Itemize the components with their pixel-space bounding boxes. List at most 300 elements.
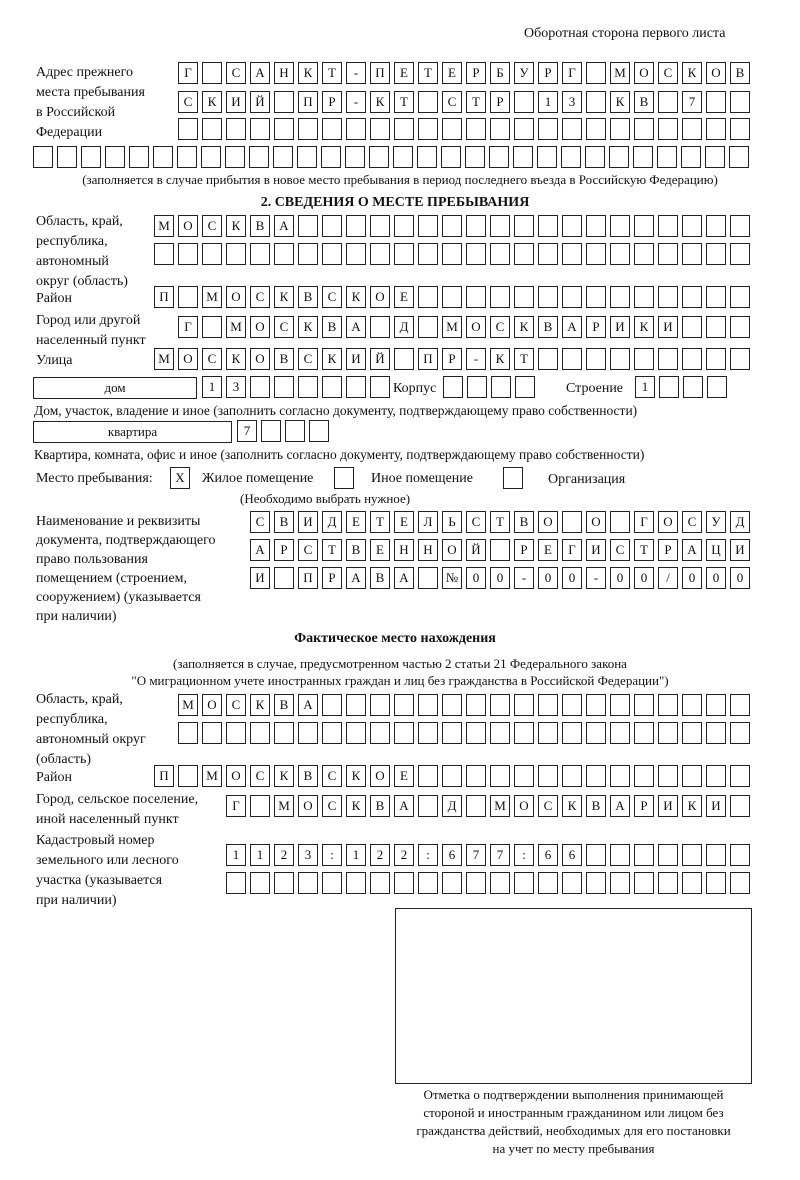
actual-region-row-2[interactable] bbox=[178, 722, 750, 744]
char-cell[interactable] bbox=[562, 215, 582, 237]
char-cell[interactable] bbox=[562, 348, 582, 370]
char-cell[interactable] bbox=[490, 872, 510, 894]
char-cell[interactable]: С bbox=[610, 539, 630, 561]
char-cell[interactable] bbox=[634, 286, 654, 308]
char-cell[interactable]: О bbox=[706, 62, 726, 84]
char-cell[interactable] bbox=[585, 146, 605, 168]
char-cell[interactable]: И bbox=[298, 511, 318, 533]
char-cell[interactable] bbox=[682, 243, 702, 265]
char-cell[interactable] bbox=[586, 91, 606, 113]
char-cell[interactable]: С bbox=[250, 511, 270, 533]
char-cell[interactable]: И bbox=[250, 567, 270, 589]
char-cell[interactable]: 1 bbox=[538, 91, 558, 113]
char-cell[interactable] bbox=[538, 215, 558, 237]
char-cell[interactable] bbox=[250, 118, 270, 140]
char-cell[interactable] bbox=[633, 146, 653, 168]
char-cell[interactable]: Г bbox=[178, 316, 198, 338]
char-cell[interactable] bbox=[658, 872, 678, 894]
char-cell[interactable] bbox=[683, 376, 703, 398]
char-cell[interactable]: А bbox=[250, 539, 270, 561]
char-cell[interactable]: Г bbox=[634, 511, 654, 533]
char-cell[interactable]: Т bbox=[466, 91, 486, 113]
char-cell[interactable] bbox=[634, 118, 654, 140]
char-cell[interactable] bbox=[442, 286, 462, 308]
char-cell[interactable] bbox=[514, 91, 534, 113]
char-cell[interactable]: С bbox=[538, 795, 558, 817]
char-cell[interactable]: М bbox=[610, 62, 630, 84]
char-cell[interactable] bbox=[658, 118, 678, 140]
char-cell[interactable] bbox=[370, 376, 390, 398]
char-cell[interactable]: О bbox=[250, 316, 270, 338]
char-cell[interactable] bbox=[154, 243, 174, 265]
char-cell[interactable]: Д bbox=[442, 795, 462, 817]
char-cell[interactable] bbox=[442, 215, 462, 237]
char-cell[interactable]: М bbox=[154, 348, 174, 370]
char-cell[interactable] bbox=[346, 243, 366, 265]
char-cell[interactable] bbox=[370, 316, 390, 338]
char-cell[interactable]: А bbox=[346, 567, 366, 589]
char-cell[interactable] bbox=[394, 348, 414, 370]
char-cell[interactable] bbox=[490, 694, 510, 716]
apartment-number-row[interactable] bbox=[237, 420, 329, 442]
char-cell[interactable]: С bbox=[298, 539, 318, 561]
char-cell[interactable]: Р bbox=[442, 348, 462, 370]
char-cell[interactable]: : bbox=[418, 844, 438, 866]
corpus-row[interactable] bbox=[443, 376, 535, 398]
char-cell[interactable]: Е bbox=[346, 511, 366, 533]
char-cell[interactable]: Ь bbox=[442, 511, 462, 533]
char-cell[interactable]: Г bbox=[178, 62, 198, 84]
char-cell[interactable] bbox=[634, 243, 654, 265]
char-cell[interactable]: Е bbox=[394, 511, 414, 533]
char-cell[interactable]: С bbox=[658, 62, 678, 84]
char-cell[interactable] bbox=[610, 872, 630, 894]
char-cell[interactable] bbox=[466, 118, 486, 140]
char-cell[interactable] bbox=[466, 722, 486, 744]
char-cell[interactable] bbox=[418, 795, 438, 817]
char-cell[interactable]: Г bbox=[562, 62, 582, 84]
actual-city-row[interactable] bbox=[226, 795, 750, 817]
char-cell[interactable] bbox=[706, 118, 726, 140]
char-cell[interactable]: О bbox=[634, 62, 654, 84]
char-cell[interactable] bbox=[705, 146, 725, 168]
stay-organization-checkbox[interactable] bbox=[503, 467, 523, 489]
char-cell[interactable] bbox=[658, 243, 678, 265]
char-cell[interactable]: Р bbox=[322, 567, 342, 589]
char-cell[interactable]: О bbox=[178, 348, 198, 370]
prev-address-row-1[interactable] bbox=[178, 62, 750, 84]
char-cell[interactable]: О bbox=[226, 286, 246, 308]
char-cell[interactable]: С bbox=[466, 511, 486, 533]
char-cell[interactable] bbox=[610, 765, 630, 787]
char-cell[interactable] bbox=[538, 118, 558, 140]
char-cell[interactable] bbox=[706, 316, 726, 338]
char-cell[interactable]: Е bbox=[394, 62, 414, 84]
char-cell[interactable]: С bbox=[202, 215, 222, 237]
char-cell[interactable] bbox=[250, 376, 270, 398]
char-cell[interactable] bbox=[441, 146, 461, 168]
char-cell[interactable]: - bbox=[346, 91, 366, 113]
char-cell[interactable]: И bbox=[346, 348, 366, 370]
char-cell[interactable] bbox=[467, 376, 487, 398]
doc-row-1[interactable] bbox=[250, 511, 750, 533]
char-cell[interactable] bbox=[346, 872, 366, 894]
char-cell[interactable]: Т bbox=[394, 91, 414, 113]
char-cell[interactable] bbox=[514, 286, 534, 308]
char-cell[interactable]: А bbox=[274, 215, 294, 237]
char-cell[interactable] bbox=[202, 243, 222, 265]
char-cell[interactable]: В bbox=[274, 694, 294, 716]
char-cell[interactable] bbox=[682, 694, 702, 716]
char-cell[interactable] bbox=[57, 146, 77, 168]
char-cell[interactable] bbox=[346, 694, 366, 716]
char-cell[interactable] bbox=[706, 722, 726, 744]
char-cell[interactable]: М bbox=[490, 795, 510, 817]
char-cell[interactable] bbox=[658, 286, 678, 308]
char-cell[interactable] bbox=[466, 286, 486, 308]
char-cell[interactable] bbox=[706, 694, 726, 716]
char-cell[interactable]: 2 bbox=[274, 844, 294, 866]
char-cell[interactable]: : bbox=[322, 844, 342, 866]
char-cell[interactable] bbox=[610, 694, 630, 716]
char-cell[interactable]: П bbox=[370, 62, 390, 84]
char-cell[interactable]: П bbox=[154, 765, 174, 787]
char-cell[interactable]: О bbox=[250, 348, 270, 370]
char-cell[interactable] bbox=[249, 146, 269, 168]
char-cell[interactable] bbox=[226, 243, 246, 265]
char-cell[interactable] bbox=[466, 243, 486, 265]
char-cell[interactable] bbox=[514, 215, 534, 237]
char-cell[interactable] bbox=[466, 694, 486, 716]
char-cell[interactable] bbox=[586, 765, 606, 787]
char-cell[interactable] bbox=[682, 316, 702, 338]
char-cell[interactable]: 3 bbox=[226, 376, 246, 398]
char-cell[interactable]: С bbox=[226, 694, 246, 716]
char-cell[interactable] bbox=[682, 844, 702, 866]
char-cell[interactable]: К bbox=[370, 91, 390, 113]
char-cell[interactable] bbox=[250, 872, 270, 894]
char-cell[interactable] bbox=[657, 146, 677, 168]
char-cell[interactable]: Д bbox=[322, 511, 342, 533]
stay-residential-checkbox[interactable]: X bbox=[170, 467, 190, 489]
char-cell[interactable] bbox=[370, 243, 390, 265]
char-cell[interactable] bbox=[634, 765, 654, 787]
char-cell[interactable]: С bbox=[250, 765, 270, 787]
char-cell[interactable]: 0 bbox=[730, 567, 750, 589]
char-cell[interactable]: В bbox=[730, 62, 750, 84]
char-cell[interactable]: К bbox=[226, 215, 246, 237]
char-cell[interactable] bbox=[491, 376, 511, 398]
char-cell[interactable] bbox=[609, 146, 629, 168]
actual-district-row[interactable] bbox=[154, 765, 750, 787]
char-cell[interactable] bbox=[730, 243, 750, 265]
char-cell[interactable] bbox=[202, 316, 222, 338]
stay-other-checkbox[interactable] bbox=[334, 467, 354, 489]
char-cell[interactable] bbox=[490, 118, 510, 140]
char-cell[interactable]: С bbox=[322, 795, 342, 817]
char-cell[interactable]: Р bbox=[274, 539, 294, 561]
char-cell[interactable] bbox=[393, 146, 413, 168]
char-cell[interactable] bbox=[370, 872, 390, 894]
char-cell[interactable] bbox=[610, 348, 630, 370]
char-cell[interactable] bbox=[394, 118, 414, 140]
char-cell[interactable]: С bbox=[202, 348, 222, 370]
char-cell[interactable] bbox=[298, 722, 318, 744]
char-cell[interactable] bbox=[706, 348, 726, 370]
char-cell[interactable]: В bbox=[250, 215, 270, 237]
char-cell[interactable]: - bbox=[466, 348, 486, 370]
char-cell[interactable] bbox=[513, 146, 533, 168]
char-cell[interactable]: 2 bbox=[394, 844, 414, 866]
char-cell[interactable]: Д bbox=[394, 316, 414, 338]
char-cell[interactable] bbox=[514, 118, 534, 140]
char-cell[interactable] bbox=[442, 694, 462, 716]
char-cell[interactable] bbox=[586, 243, 606, 265]
char-cell[interactable]: 0 bbox=[490, 567, 510, 589]
char-cell[interactable] bbox=[466, 872, 486, 894]
char-cell[interactable] bbox=[586, 118, 606, 140]
char-cell[interactable] bbox=[322, 694, 342, 716]
char-cell[interactable] bbox=[682, 722, 702, 744]
char-cell[interactable] bbox=[129, 146, 149, 168]
actual-region-row-1[interactable] bbox=[178, 694, 750, 716]
char-cell[interactable] bbox=[178, 722, 198, 744]
char-cell[interactable]: 7 bbox=[237, 420, 257, 442]
char-cell[interactable] bbox=[274, 567, 294, 589]
char-cell[interactable] bbox=[178, 118, 198, 140]
char-cell[interactable]: Й bbox=[370, 348, 390, 370]
char-cell[interactable]: П bbox=[154, 286, 174, 308]
char-cell[interactable] bbox=[730, 118, 750, 140]
prev-address-row-2[interactable] bbox=[178, 91, 750, 113]
char-cell[interactable] bbox=[417, 146, 437, 168]
char-cell[interactable]: М bbox=[154, 215, 174, 237]
char-cell[interactable] bbox=[442, 765, 462, 787]
char-cell[interactable] bbox=[730, 844, 750, 866]
char-cell[interactable]: И bbox=[658, 316, 678, 338]
char-cell[interactable]: В bbox=[370, 795, 390, 817]
char-cell[interactable]: К bbox=[682, 795, 702, 817]
char-cell[interactable] bbox=[562, 765, 582, 787]
char-cell[interactable] bbox=[562, 872, 582, 894]
char-cell[interactable]: 0 bbox=[466, 567, 486, 589]
char-cell[interactable] bbox=[490, 243, 510, 265]
char-cell[interactable] bbox=[394, 215, 414, 237]
char-cell[interactable] bbox=[586, 722, 606, 744]
char-cell[interactable] bbox=[706, 91, 726, 113]
char-cell[interactable] bbox=[658, 348, 678, 370]
char-cell[interactable]: К bbox=[322, 348, 342, 370]
char-cell[interactable] bbox=[418, 316, 438, 338]
char-cell[interactable] bbox=[442, 722, 462, 744]
char-cell[interactable] bbox=[707, 376, 727, 398]
char-cell[interactable] bbox=[370, 215, 390, 237]
char-cell[interactable] bbox=[202, 118, 222, 140]
char-cell[interactable] bbox=[682, 286, 702, 308]
char-cell[interactable] bbox=[610, 844, 630, 866]
prev-address-row-3[interactable] bbox=[178, 118, 750, 140]
char-cell[interactable] bbox=[537, 146, 557, 168]
char-cell[interactable]: М bbox=[442, 316, 462, 338]
city-row[interactable] bbox=[178, 316, 750, 338]
char-cell[interactable] bbox=[610, 511, 630, 533]
char-cell[interactable] bbox=[322, 215, 342, 237]
char-cell[interactable]: П bbox=[418, 348, 438, 370]
char-cell[interactable] bbox=[418, 722, 438, 744]
char-cell[interactable] bbox=[706, 765, 726, 787]
char-cell[interactable] bbox=[370, 118, 390, 140]
char-cell[interactable]: Р bbox=[322, 91, 342, 113]
char-cell[interactable]: У bbox=[706, 511, 726, 533]
char-cell[interactable] bbox=[706, 872, 726, 894]
char-cell[interactable]: - bbox=[586, 567, 606, 589]
char-cell[interactable] bbox=[538, 722, 558, 744]
char-cell[interactable] bbox=[274, 376, 294, 398]
char-cell[interactable] bbox=[586, 286, 606, 308]
char-cell[interactable] bbox=[418, 118, 438, 140]
char-cell[interactable]: К bbox=[250, 694, 270, 716]
char-cell[interactable] bbox=[298, 872, 318, 894]
char-cell[interactable]: О bbox=[370, 286, 390, 308]
char-cell[interactable] bbox=[394, 722, 414, 744]
char-cell[interactable] bbox=[225, 146, 245, 168]
char-cell[interactable]: С bbox=[298, 348, 318, 370]
char-cell[interactable] bbox=[274, 118, 294, 140]
char-cell[interactable]: И bbox=[706, 795, 726, 817]
char-cell[interactable]: Л bbox=[418, 511, 438, 533]
char-cell[interactable]: 6 bbox=[562, 844, 582, 866]
char-cell[interactable]: : bbox=[514, 844, 534, 866]
char-cell[interactable]: М bbox=[202, 286, 222, 308]
char-cell[interactable]: 0 bbox=[610, 567, 630, 589]
char-cell[interactable]: А bbox=[682, 539, 702, 561]
char-cell[interactable] bbox=[226, 722, 246, 744]
char-cell[interactable] bbox=[514, 872, 534, 894]
char-cell[interactable]: М bbox=[226, 316, 246, 338]
char-cell[interactable] bbox=[730, 765, 750, 787]
char-cell[interactable] bbox=[586, 694, 606, 716]
char-cell[interactable] bbox=[538, 348, 558, 370]
char-cell[interactable] bbox=[274, 722, 294, 744]
char-cell[interactable]: 1 bbox=[635, 376, 655, 398]
char-cell[interactable] bbox=[345, 146, 365, 168]
char-cell[interactable]: И bbox=[226, 91, 246, 113]
char-cell[interactable]: И bbox=[658, 795, 678, 817]
char-cell[interactable]: С bbox=[490, 316, 510, 338]
char-cell[interactable] bbox=[465, 146, 485, 168]
char-cell[interactable] bbox=[298, 118, 318, 140]
char-cell[interactable]: / bbox=[658, 567, 678, 589]
char-cell[interactable] bbox=[261, 420, 281, 442]
char-cell[interactable]: Т bbox=[370, 511, 390, 533]
char-cell[interactable] bbox=[490, 722, 510, 744]
district-row[interactable] bbox=[154, 286, 750, 308]
char-cell[interactable] bbox=[562, 118, 582, 140]
char-cell[interactable] bbox=[634, 348, 654, 370]
prev-address-row-4[interactable] bbox=[33, 146, 749, 168]
char-cell[interactable]: Р bbox=[658, 539, 678, 561]
char-cell[interactable] bbox=[322, 722, 342, 744]
street-row[interactable] bbox=[154, 348, 750, 370]
char-cell[interactable] bbox=[658, 215, 678, 237]
char-cell[interactable]: Т bbox=[634, 539, 654, 561]
char-cell[interactable]: К bbox=[634, 316, 654, 338]
char-cell[interactable]: С bbox=[226, 62, 246, 84]
char-cell[interactable] bbox=[610, 722, 630, 744]
char-cell[interactable]: А bbox=[250, 62, 270, 84]
char-cell[interactable] bbox=[346, 722, 366, 744]
char-cell[interactable] bbox=[514, 722, 534, 744]
char-cell[interactable] bbox=[226, 118, 246, 140]
char-cell[interactable] bbox=[418, 91, 438, 113]
char-cell[interactable] bbox=[682, 215, 702, 237]
char-cell[interactable] bbox=[274, 91, 294, 113]
char-cell[interactable]: В bbox=[538, 316, 558, 338]
char-cell[interactable]: И bbox=[730, 539, 750, 561]
char-cell[interactable]: Д bbox=[730, 511, 750, 533]
char-cell[interactable] bbox=[658, 765, 678, 787]
char-cell[interactable]: А bbox=[394, 567, 414, 589]
char-cell[interactable] bbox=[490, 539, 510, 561]
char-cell[interactable]: О bbox=[298, 795, 318, 817]
char-cell[interactable] bbox=[298, 243, 318, 265]
char-cell[interactable] bbox=[682, 872, 702, 894]
char-cell[interactable] bbox=[153, 146, 173, 168]
cadastre-row-2[interactable] bbox=[226, 872, 750, 894]
char-cell[interactable]: О bbox=[442, 539, 462, 561]
char-cell[interactable]: С bbox=[178, 91, 198, 113]
char-cell[interactable]: 1 bbox=[346, 844, 366, 866]
char-cell[interactable]: 0 bbox=[634, 567, 654, 589]
char-cell[interactable] bbox=[322, 872, 342, 894]
char-cell[interactable]: 7 bbox=[490, 844, 510, 866]
char-cell[interactable]: К bbox=[274, 286, 294, 308]
char-cell[interactable] bbox=[538, 694, 558, 716]
char-cell[interactable] bbox=[562, 722, 582, 744]
char-cell[interactable] bbox=[658, 694, 678, 716]
char-cell[interactable]: Т bbox=[322, 62, 342, 84]
char-cell[interactable]: В bbox=[370, 567, 390, 589]
char-cell[interactable]: П bbox=[298, 91, 318, 113]
char-cell[interactable] bbox=[729, 146, 749, 168]
char-cell[interactable]: Н bbox=[274, 62, 294, 84]
char-cell[interactable] bbox=[490, 765, 510, 787]
char-cell[interactable] bbox=[586, 844, 606, 866]
char-cell[interactable] bbox=[309, 420, 329, 442]
char-cell[interactable]: Г bbox=[562, 539, 582, 561]
char-cell[interactable]: О bbox=[538, 511, 558, 533]
char-cell[interactable] bbox=[562, 694, 582, 716]
char-cell[interactable] bbox=[706, 215, 726, 237]
char-cell[interactable]: 3 bbox=[298, 844, 318, 866]
house-number-row[interactable] bbox=[202, 376, 390, 398]
char-cell[interactable]: В bbox=[274, 511, 294, 533]
char-cell[interactable] bbox=[586, 348, 606, 370]
char-cell[interactable]: 1 bbox=[250, 844, 270, 866]
char-cell[interactable] bbox=[370, 722, 390, 744]
char-cell[interactable] bbox=[730, 215, 750, 237]
char-cell[interactable]: О bbox=[178, 215, 198, 237]
char-cell[interactable] bbox=[730, 286, 750, 308]
char-cell[interactable] bbox=[706, 286, 726, 308]
char-cell[interactable] bbox=[418, 872, 438, 894]
char-cell[interactable] bbox=[442, 243, 462, 265]
char-cell[interactable]: О bbox=[658, 511, 678, 533]
char-cell[interactable] bbox=[466, 765, 486, 787]
char-cell[interactable]: 7 bbox=[466, 844, 486, 866]
char-cell[interactable] bbox=[226, 872, 246, 894]
char-cell[interactable] bbox=[610, 286, 630, 308]
